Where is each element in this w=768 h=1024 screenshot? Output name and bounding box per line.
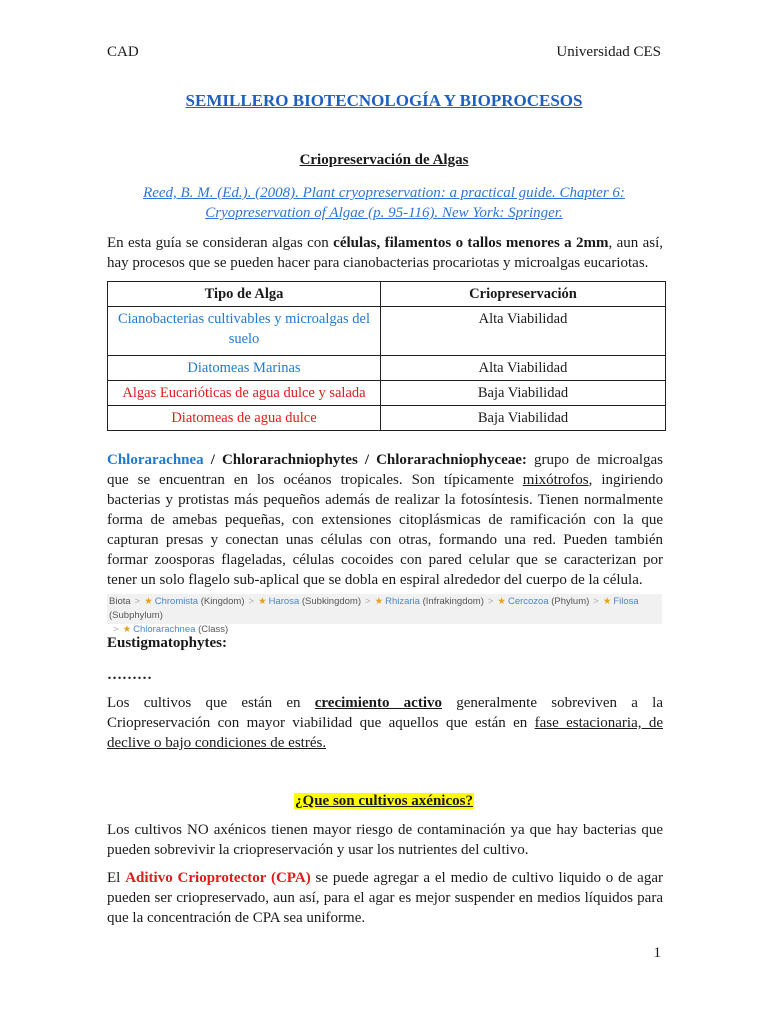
chlorarachnea-text: , ingiriendo bacterias y protistas más pequeños además de realizar la fotosíntesis. Tienen normalmente forma de amebas pequeñas, con extensiones citoplásmicas de ramificación con la que capturan presas y conectan unas células con otras, formando una red. Pueden también formar zoosporas flageladas, células cocoides con pared celular que se caracterizan por tener un solo flagelo sub-aplical que se dobla en espiral alrededor del cuerpo de la célula. xyxy=(107,472,663,588)
axenic-question: ¿Que son cultivos axénicos? xyxy=(295,793,473,809)
table-cell-type: Cianobacterias cultivables y microalgas del suelo xyxy=(108,307,381,356)
page-number: 1 xyxy=(653,945,661,961)
star-icon: ★ xyxy=(258,596,267,607)
cpa-term: Aditivo Crioprotector (CPA) xyxy=(125,870,311,886)
star-icon: ★ xyxy=(374,596,384,607)
chlorarachniophytes-name: Chlorarachniophytes xyxy=(221,452,358,468)
chevron-right-icon: > xyxy=(248,596,255,607)
intro-text-bold: células, filamentos o tallos menores a 2mm xyxy=(333,235,609,251)
cultures-text: Los cultivos que están en xyxy=(107,695,315,711)
chlorarachnea-text: grupo de microalgas que se encuentran en los océanos tropicales. Son típicamente xyxy=(107,452,664,488)
mixotrofos-term: mixótrofos xyxy=(522,472,589,488)
taxonomy-item-rank: (Class) xyxy=(198,624,229,635)
cpa-text: El xyxy=(107,870,126,886)
table-header-type: Tipo de Alga xyxy=(108,282,381,307)
chlorarachnea-slash: / xyxy=(203,452,222,468)
table-header-row xyxy=(108,282,666,307)
table-row xyxy=(108,406,666,431)
table-row xyxy=(108,381,666,406)
star-icon: ★ xyxy=(497,596,506,607)
taxonomy-item-name[interactable]: Cercozoa xyxy=(507,596,549,607)
chevron-right-icon: > xyxy=(113,624,119,635)
chevron-right-icon: > xyxy=(487,596,494,607)
taxonomy-item-name[interactable]: Harosa xyxy=(268,596,300,607)
taxonomy-breadcrumb xyxy=(107,594,662,635)
chevron-right-icon: > xyxy=(365,596,371,607)
axenic-question-wrap xyxy=(0,792,768,810)
table-header-cryo: Criopreservación xyxy=(381,282,666,307)
taxonomy-item-name[interactable]: Chromista xyxy=(154,596,199,607)
table-cell-type: Diatomeas Marinas xyxy=(108,356,381,381)
taxonomy-item-rank: (Subkingdom) xyxy=(301,596,362,607)
eustigmatophytes-heading: Eustigmatophytes: xyxy=(107,635,228,651)
header-left: CAD xyxy=(107,44,139,60)
algae-viability-table xyxy=(107,281,666,431)
chevron-right-icon: > xyxy=(134,596,141,607)
taxonomy-item-rank: (Kingdom) xyxy=(200,596,245,607)
reference-link[interactable]: Reed, B. M. (Ed.). (2008). Plant cryopreservation: a practical guide. Chapter 6: Cryopreservation of Algae (p. 95-116). New York: Springer. xyxy=(143,185,625,221)
table-row xyxy=(108,307,666,356)
star-icon: ★ xyxy=(602,596,612,607)
chevron-right-icon: > xyxy=(593,596,599,607)
table-cell-value: Baja Viabilidad xyxy=(381,381,666,406)
chlorarachnea-name: Chlorarachnea xyxy=(107,452,204,468)
taxonomy-item-name[interactable]: Rhizaria xyxy=(385,596,420,607)
active-growth-term: crecimiento activo xyxy=(314,695,442,711)
taxonomy-item-rank: (Subphylum) xyxy=(109,610,163,621)
table-row xyxy=(108,356,666,381)
cpa-paragraph xyxy=(107,868,663,928)
table-cell-type: Algas Eucarióticas de agua dulce y salada xyxy=(108,381,381,406)
stationary-phase-term: fase estacionaria, de declive o bajo condiciones de estrés. xyxy=(107,715,663,751)
taxonomy-item-rank: (Phylum) xyxy=(551,596,590,607)
non-axenic-paragraph: Los cultivos NO axénicos tienen mayor riesgo de contaminación ya que hay bacterias que pueden sobrevivir la criopreservación y usar los nutrientes del cultivo. xyxy=(107,822,663,858)
table-cell-type: Diatomeas de agua dulce xyxy=(108,406,381,431)
section-subtitle: Criopreservación de Algas xyxy=(299,152,469,168)
ellipsis-placeholder: ……… xyxy=(107,667,152,683)
chlorarachnea-paragraph xyxy=(107,450,663,590)
chlorarachniophyceae-name: Chlorarachniophyceae: xyxy=(376,452,527,468)
chlorarachnea-slash: / xyxy=(357,452,377,468)
header-right: Universidad CES xyxy=(556,44,661,60)
star-icon: ★ xyxy=(144,596,153,607)
cpa-text: se puede agregar a el medio de cultivo liquido o de agar pueden ser criopreservado, aun así, para el agar es mejor suspender en medios líquidos para que la concentración de CPA sea uniforme. xyxy=(107,870,663,926)
cultures-text: generalmente sobreviven a la Criopreservación con mayor viabilidad que aquellos que están en xyxy=(107,695,663,731)
intro-paragraph xyxy=(107,233,663,273)
table-cell-value: Baja Viabilidad xyxy=(381,406,666,431)
cultures-paragraph xyxy=(107,693,663,753)
intro-text-after: , aun así, hay procesos que se pueden hacer para cianobacterias procariotas y microalgas eucariotas. xyxy=(107,235,663,271)
table-cell-value: Alta Viabilidad xyxy=(381,307,666,356)
intro-text-before: En esta guía se consideran algas con xyxy=(107,235,334,251)
taxonomy-item-name[interactable]: Filosa xyxy=(613,596,639,607)
taxonomy-item-rank: (Infrakingdom) xyxy=(422,596,484,607)
star-icon: ★ xyxy=(122,624,132,635)
table-cell-value: Alta Viabilidad xyxy=(381,356,666,381)
taxonomy-root[interactable]: Biota xyxy=(109,596,131,607)
taxonomy-item-name[interactable]: Chlorarachnea xyxy=(133,624,196,635)
document-title: SEMILLERO BIOTECNOLOGÍA Y BIOPROCESOS xyxy=(185,91,583,110)
